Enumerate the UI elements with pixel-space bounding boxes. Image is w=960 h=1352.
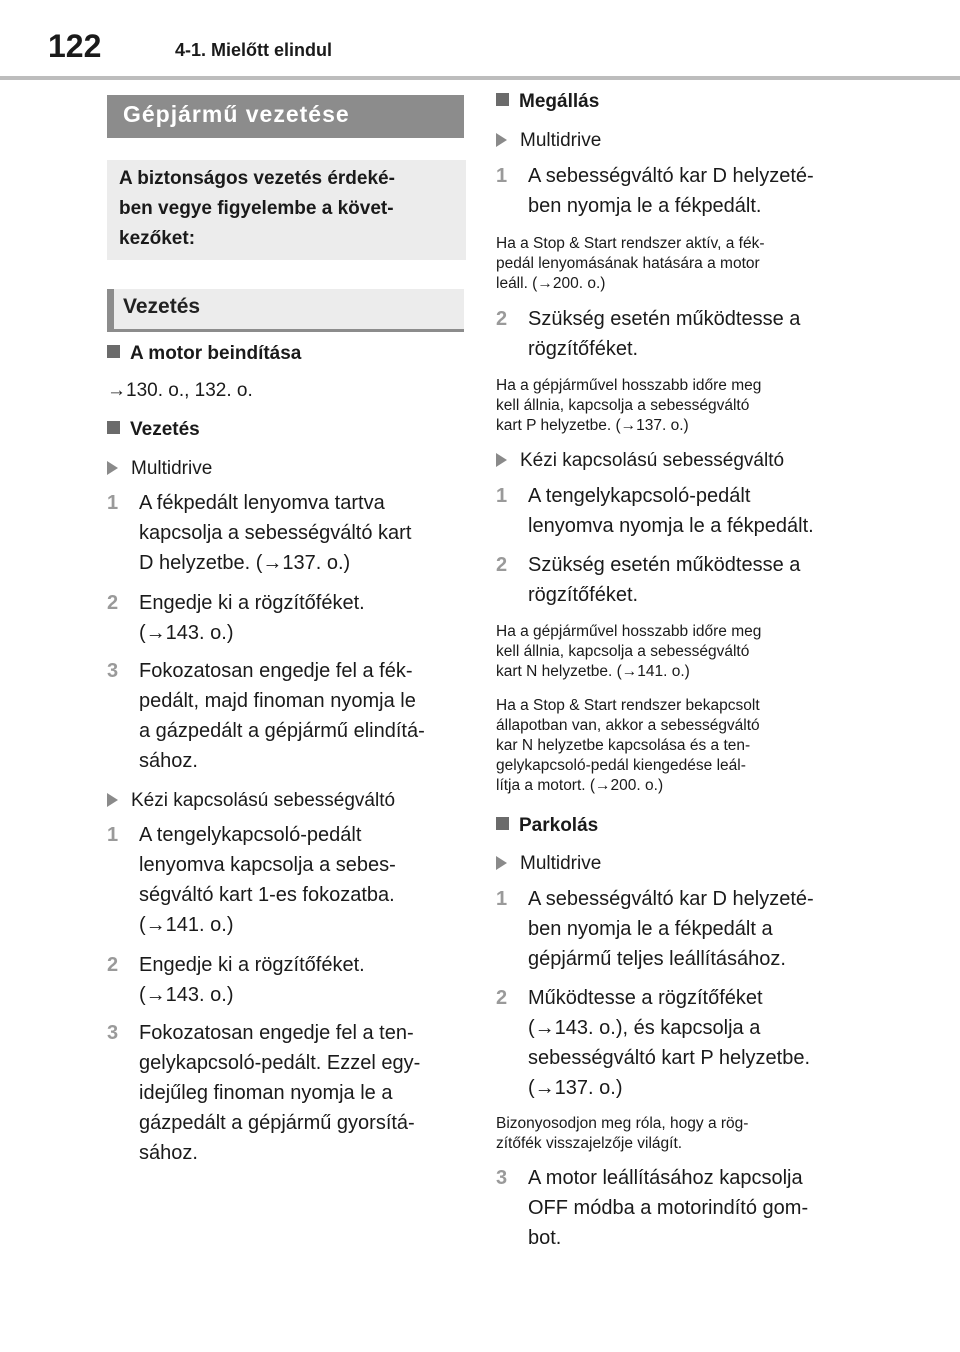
park-step-3: 3 A motor leállításához kapcsolja OFF módba a motorindító gom- bot.	[496, 1167, 809, 1249]
driving-heading: Vezetés	[107, 419, 200, 441]
stop-multidrive-label: Multidrive	[496, 130, 601, 152]
square-bullet-icon	[496, 817, 509, 830]
stop-note-1: Ha a Stop & Start rendszer aktív, a fék- pedál lenyomásának hatására a motor leáll. (→200. o.)	[496, 235, 765, 292]
stop-note-4: Ha a Stop & Start rendszer bekapcsolt állapotban van, akkor a sebességváltó kar N helyzetbe kapcsolása és a ten- gelykapcsoló-pedál kiengedése leál- lítja a motort. (→200. o.)	[496, 697, 760, 794]
intro-line: kezőket:	[119, 228, 196, 249]
motor-start-heading: A motor beindítása	[107, 343, 301, 365]
stop-heading: Megállás	[496, 91, 599, 113]
intro-box	[107, 160, 466, 260]
subsection-title: Vezetés	[107, 289, 464, 332]
parking-heading: Parkolás	[496, 815, 598, 837]
triangle-bullet-icon	[496, 453, 507, 467]
triangle-bullet-icon	[107, 461, 118, 475]
square-bullet-icon	[107, 345, 120, 358]
multidrive-label: Multidrive	[107, 458, 212, 480]
stop-mt-step-1: 1 A tengelykapcsoló-pedált lenyomva nyomja le a fékpedált.	[496, 485, 814, 537]
stop-note-2: Ha a gépjárművel hosszabb időre meg kell állnia, kapcsolja a sebességváltó kart P helyzetbe. (→137. o.)	[496, 377, 762, 434]
intro-line: ben vegye figyelembe a követ-	[119, 198, 394, 219]
park-step-2: 2 Működtesse a rögzítőféket (→143. o.), és kapcsolja a sebességváltó kart P helyzetbe. (→137. o.)	[496, 987, 811, 1099]
md-step-1: 1 A fékpedált lenyomva tartva kapcsolja a sebességváltó kart D helyzetbe. (→137. o.)	[107, 492, 412, 574]
park-step-1: 1 A sebességváltó kar D helyzeté- ben nyomja le a fékpedált a gépjármű teljes leállításához.	[496, 888, 814, 970]
intro-line: A biztonságos vezetés érdeké-	[119, 168, 395, 189]
stop-md-step-2: 2 Szükség esetén működtesse a rögzítőféket.	[496, 308, 801, 360]
stop-manual-label: Kézi kapcsolású sebességváltó	[496, 450, 784, 472]
md-step-2: 2 Engedje ki a rögzítőféket. (→143. o.)	[107, 592, 365, 644]
mt-step-1: 1 A tengelykapcsoló-pedált lenyomva kapcsolja a sebes- ségváltó kart 1-es fokozatba. (→141. o.)	[107, 824, 396, 936]
motor-start-ref: →130. o., 132. o.	[107, 380, 253, 401]
mt-step-3: 3 Fokozatosan engedje fel a ten- gelykapcsoló-pedált. Ezzel egy- idejűleg finoman nyomja le a gázpedált a gépjármű gyorsítá- sához.	[107, 1022, 421, 1164]
mt-step-2: 2 Engedje ki a rögzítőféket. (→143. o.)	[107, 954, 365, 1006]
stop-note-3: Ha a gépjárművel hosszabb időre meg kell állnia, kapcsolja a sebességváltó kart N helyzetbe. (→141. o.)	[496, 623, 762, 680]
header-rule	[0, 76, 960, 80]
chapter-title: 4-1. Mielőtt elindul	[175, 40, 333, 60]
park-note: Bizonyosodjon meg róla, hogy a rög- zítőfék visszajelzője világít.	[496, 1115, 749, 1152]
stop-md-step-1: 1 A sebességváltó kar D helyzeté- ben nyomja le a fékpedált.	[496, 165, 814, 217]
page-number: 122	[48, 28, 102, 64]
park-multidrive-label: Multidrive	[496, 853, 601, 875]
triangle-bullet-icon	[496, 133, 507, 147]
square-bullet-icon	[107, 421, 120, 434]
square-bullet-icon	[496, 93, 509, 106]
triangle-bullet-icon	[496, 856, 507, 870]
triangle-bullet-icon	[107, 793, 118, 807]
stop-mt-step-2: 2 Szükség esetén működtesse a rögzítőféket.	[496, 554, 801, 606]
md-step-3: 3 Fokozatosan engedje fel a fék- pedált, majd finoman nyomja le a gázpedált a gépjármű elindítá- sához.	[107, 660, 425, 772]
section-title: Gépjármű vezetése	[107, 95, 464, 138]
manual-transmission-label: Kézi kapcsolású sebességváltó	[107, 790, 395, 812]
